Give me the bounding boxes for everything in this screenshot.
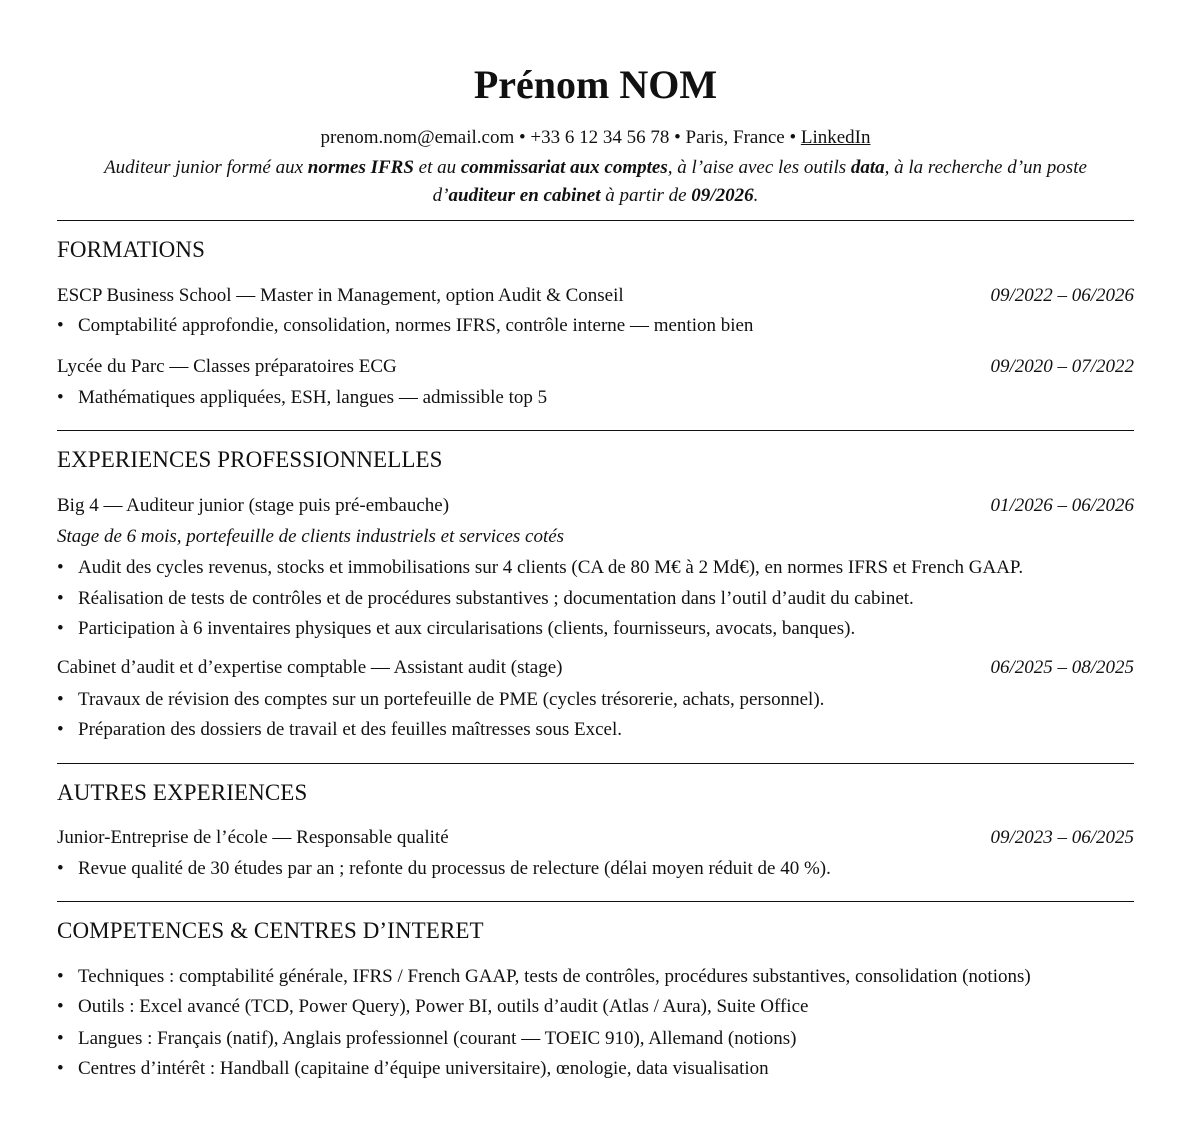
profile-summary <box>70 154 1121 210</box>
bullet-marker: • <box>57 966 64 987</box>
bullet-marker: • <box>57 618 64 639</box>
entry-dates: 06/2025 – 08/2025 <box>990 657 1134 678</box>
summary-part: , à l’aise avec les outils <box>667 157 851 178</box>
entry-title: Lycée du Parc — Classes préparatoires ECG <box>57 356 397 377</box>
list-item-text: Participation à 6 inventaires physiques et aux circularisations (clients, fournisseurs, avocats, banques). <box>78 618 856 639</box>
summary-emphasis: commissariat aux comptes <box>460 157 668 178</box>
bullet-marker: • <box>57 557 64 578</box>
section-title-competences: COMPETENCES & CENTRES D’INTERET <box>57 918 484 943</box>
entry-title: ESCP Business School — Master in Management, option Audit & Conseil <box>57 285 624 306</box>
summary-emphasis: 09/2026 <box>691 185 754 206</box>
list-item-text: Audit des cycles revenus, stocks et immobilisations sur 4 clients (CA de 80 M€ à 2 Md€), en normes IFRS et French GAAP. <box>78 557 1024 578</box>
linkedin-link[interactable]: LinkedIn <box>800 127 871 148</box>
bullet-marker: • <box>57 689 64 710</box>
summary-part: à partir de <box>600 185 692 206</box>
section-title-experiences: EXPERIENCES PROFESSIONNELLES <box>57 447 443 472</box>
bullet-marker: • <box>57 588 64 609</box>
list-item-text: Mathématiques appliquées, ESH, langues — admissible top 5 <box>78 387 548 408</box>
bullet-marker: • <box>57 996 64 1017</box>
contact-line <box>0 126 1191 150</box>
entry-title: Junior-Entreprise de l’école — Responsable qualité <box>57 827 449 848</box>
entry-subtitle: Stage de 6 mois, portefeuille de clients industriels et services cotés <box>57 526 565 547</box>
list-item-text: Réalisation de tests de contrôles et de procédures substantives ; documentation dans l’outil d’audit du cabinet. <box>78 588 914 609</box>
section-divider <box>57 763 1134 764</box>
bullet-marker: • <box>57 387 64 408</box>
list-item-text: Centres d’intérêt : Handball (capitaine d’équipe universitaire), œnologie, data visualisation <box>78 1058 769 1079</box>
candidate-name: Prénom NOM <box>473 62 718 107</box>
entry-title: Big 4 — Auditeur junior (stage puis pré-embauche) <box>57 495 450 516</box>
summary-emphasis: normes IFRS <box>307 157 414 178</box>
list-item-text: Outils : Excel avancé (TCD, Power Query), Power BI, outils d’audit (Atlas / Aura), Suite Office <box>78 996 809 1017</box>
entry-dates: 09/2020 – 07/2022 <box>990 356 1134 377</box>
list-item-text: Techniques : comptabilité générale, IFRS / French GAAP, tests de contrôles, procédures substantives, consolidation (notions) <box>78 966 1031 987</box>
summary-part: , à la recherche d’un poste d’ <box>432 157 1087 206</box>
list-item-text: Préparation des dossiers de travail et des feuilles maîtresses sous Excel. <box>78 719 622 740</box>
entry-title: Cabinet d’audit et d’expertise comptable — Assistant audit (stage) <box>57 657 563 678</box>
summary-part: . <box>753 185 759 206</box>
bullet-marker: • <box>57 719 64 740</box>
list-item-text: Revue qualité de 30 études par an ; refonte du processus de relecture (délai moyen réduit de 40 %). <box>78 858 831 879</box>
section-divider <box>57 901 1134 902</box>
section-divider <box>57 220 1134 221</box>
list-item-text: Langues : Français (natif), Anglais professionnel (courant — TOEIC 910), Allemand (notions) <box>78 1028 797 1049</box>
list-item-text: Travaux de révision des comptes sur un portefeuille de PME (cycles trésorerie, achats, personnel). <box>78 689 825 710</box>
summary-emphasis: auditeur en cabinet <box>448 185 601 206</box>
entry-dates: 09/2022 – 06/2026 <box>990 285 1134 306</box>
summary-part: Auditeur junior formé aux <box>104 157 308 178</box>
section-title-autres: AUTRES EXPERIENCES <box>57 780 308 805</box>
contact-details: prenom.nom@email.com • +33 6 12 34 56 78 • Paris, France • <box>320 127 801 148</box>
section-title-formations: FORMATIONS <box>57 237 205 262</box>
bullet-marker: • <box>57 315 64 336</box>
summary-part: et au <box>413 157 461 178</box>
entry-dates: 09/2023 – 06/2025 <box>990 827 1134 848</box>
section-divider <box>57 430 1134 431</box>
summary-emphasis: data <box>850 157 885 178</box>
bullet-marker: • <box>57 1058 64 1079</box>
list-item-text: Comptabilité approfondie, consolidation, normes IFRS, contrôle interne — mention bien <box>78 315 754 336</box>
entry-dates: 01/2026 – 06/2026 <box>990 495 1134 516</box>
bullet-marker: • <box>57 1028 64 1049</box>
bullet-marker: • <box>57 858 64 879</box>
